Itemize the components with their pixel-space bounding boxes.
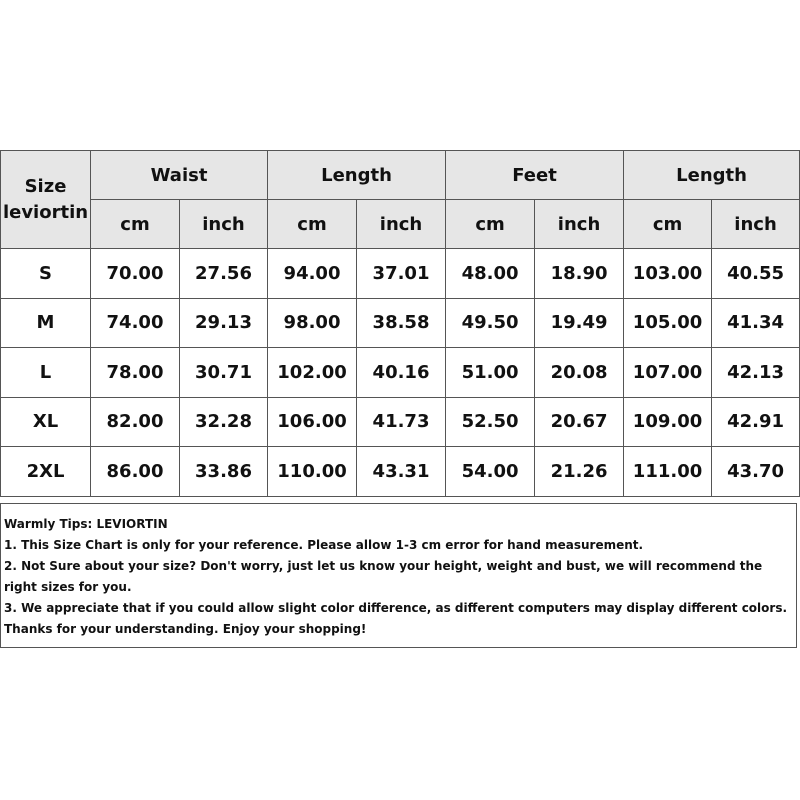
brand-header-label: leviortin	[2, 201, 89, 223]
tip-line: 3. We appreciate that if you could allow slight color difference, as different computers may display different colors.	[4, 601, 788, 615]
table-cell: 86.00	[91, 447, 180, 497]
table-cell: 82.00	[91, 397, 180, 447]
table-cell: 106.00	[268, 397, 357, 447]
size-label-cell: S	[1, 249, 91, 299]
table-cell: 109.00	[624, 397, 712, 447]
size-chart-table	[0, 150, 800, 497]
table-row	[1, 447, 800, 497]
size-label-cell: L	[1, 348, 91, 398]
tips-closing: Thanks for your understanding. Enjoy your shopping!	[4, 622, 367, 636]
size-corner-header	[1, 151, 91, 249]
length-header: Length	[268, 151, 446, 200]
table-cell: 30.71	[180, 348, 268, 398]
table-cell: 43.70	[712, 447, 800, 497]
unit-header: cm	[268, 200, 357, 249]
table-cell: 102.00	[268, 348, 357, 398]
unit-header: cm	[446, 200, 535, 249]
table-cell: 41.34	[712, 298, 800, 348]
table-cell: 20.08	[535, 348, 624, 398]
table-cell: 19.49	[535, 298, 624, 348]
table-cell: 103.00	[624, 249, 712, 299]
unit-header: inch	[180, 200, 268, 249]
table-cell: 51.00	[446, 348, 535, 398]
size-label-cell: 2XL	[1, 447, 91, 497]
table-cell: 70.00	[91, 249, 180, 299]
table-cell: 78.00	[91, 348, 180, 398]
size-label-cell: M	[1, 298, 91, 348]
feet-header: Feet	[446, 151, 624, 200]
unit-header: inch	[712, 200, 800, 249]
table-cell: 42.13	[712, 348, 800, 398]
table-cell: 37.01	[357, 249, 446, 299]
table-cell: 32.28	[180, 397, 268, 447]
table-cell: 105.00	[624, 298, 712, 348]
table-row	[1, 348, 800, 398]
unit-header: cm	[91, 200, 180, 249]
table-cell: 21.26	[535, 447, 624, 497]
unit-header: inch	[535, 200, 624, 249]
table-row	[1, 397, 800, 447]
tips-title: Warmly Tips: LEVIORTIN	[4, 517, 168, 531]
table-row	[1, 298, 800, 348]
table-cell: 40.16	[357, 348, 446, 398]
table-row	[1, 249, 800, 299]
waist-header: Waist	[91, 151, 268, 200]
size-header-label: Size	[24, 175, 67, 197]
table-cell: 18.90	[535, 249, 624, 299]
table-cell: 54.00	[446, 447, 535, 497]
table-cell: 38.58	[357, 298, 446, 348]
table-cell: 29.13	[180, 298, 268, 348]
table-cell: 20.67	[535, 397, 624, 447]
table-cell: 41.73	[357, 397, 446, 447]
total-length-header: Length	[624, 151, 800, 200]
table-cell: 94.00	[268, 249, 357, 299]
table-cell: 48.00	[446, 249, 535, 299]
table-cell: 98.00	[268, 298, 357, 348]
table-cell: 42.91	[712, 397, 800, 447]
table-cell: 74.00	[91, 298, 180, 348]
table-cell: 49.50	[446, 298, 535, 348]
table-cell: 33.86	[180, 447, 268, 497]
tip-line: 2. Not Sure about your size? Don't worry, just let us know your height, weight and bust, we will recommend the right sizes for you.	[4, 559, 763, 594]
tips-box	[0, 503, 797, 648]
table-cell: 27.56	[180, 249, 268, 299]
table-cell: 111.00	[624, 447, 712, 497]
table-cell: 52.50	[446, 397, 535, 447]
table-cell: 40.55	[712, 249, 800, 299]
table-cell: 107.00	[624, 348, 712, 398]
table-cell: 110.00	[268, 447, 357, 497]
header-group-row	[1, 151, 800, 200]
unit-header: inch	[357, 200, 446, 249]
tip-line: 1. This Size Chart is only for your reference. Please allow 1-3 cm error for hand measurement.	[4, 538, 644, 552]
table-cell: 43.31	[357, 447, 446, 497]
header-unit-row	[1, 200, 800, 249]
size-label-cell: XL	[1, 397, 91, 447]
unit-header: cm	[624, 200, 712, 249]
